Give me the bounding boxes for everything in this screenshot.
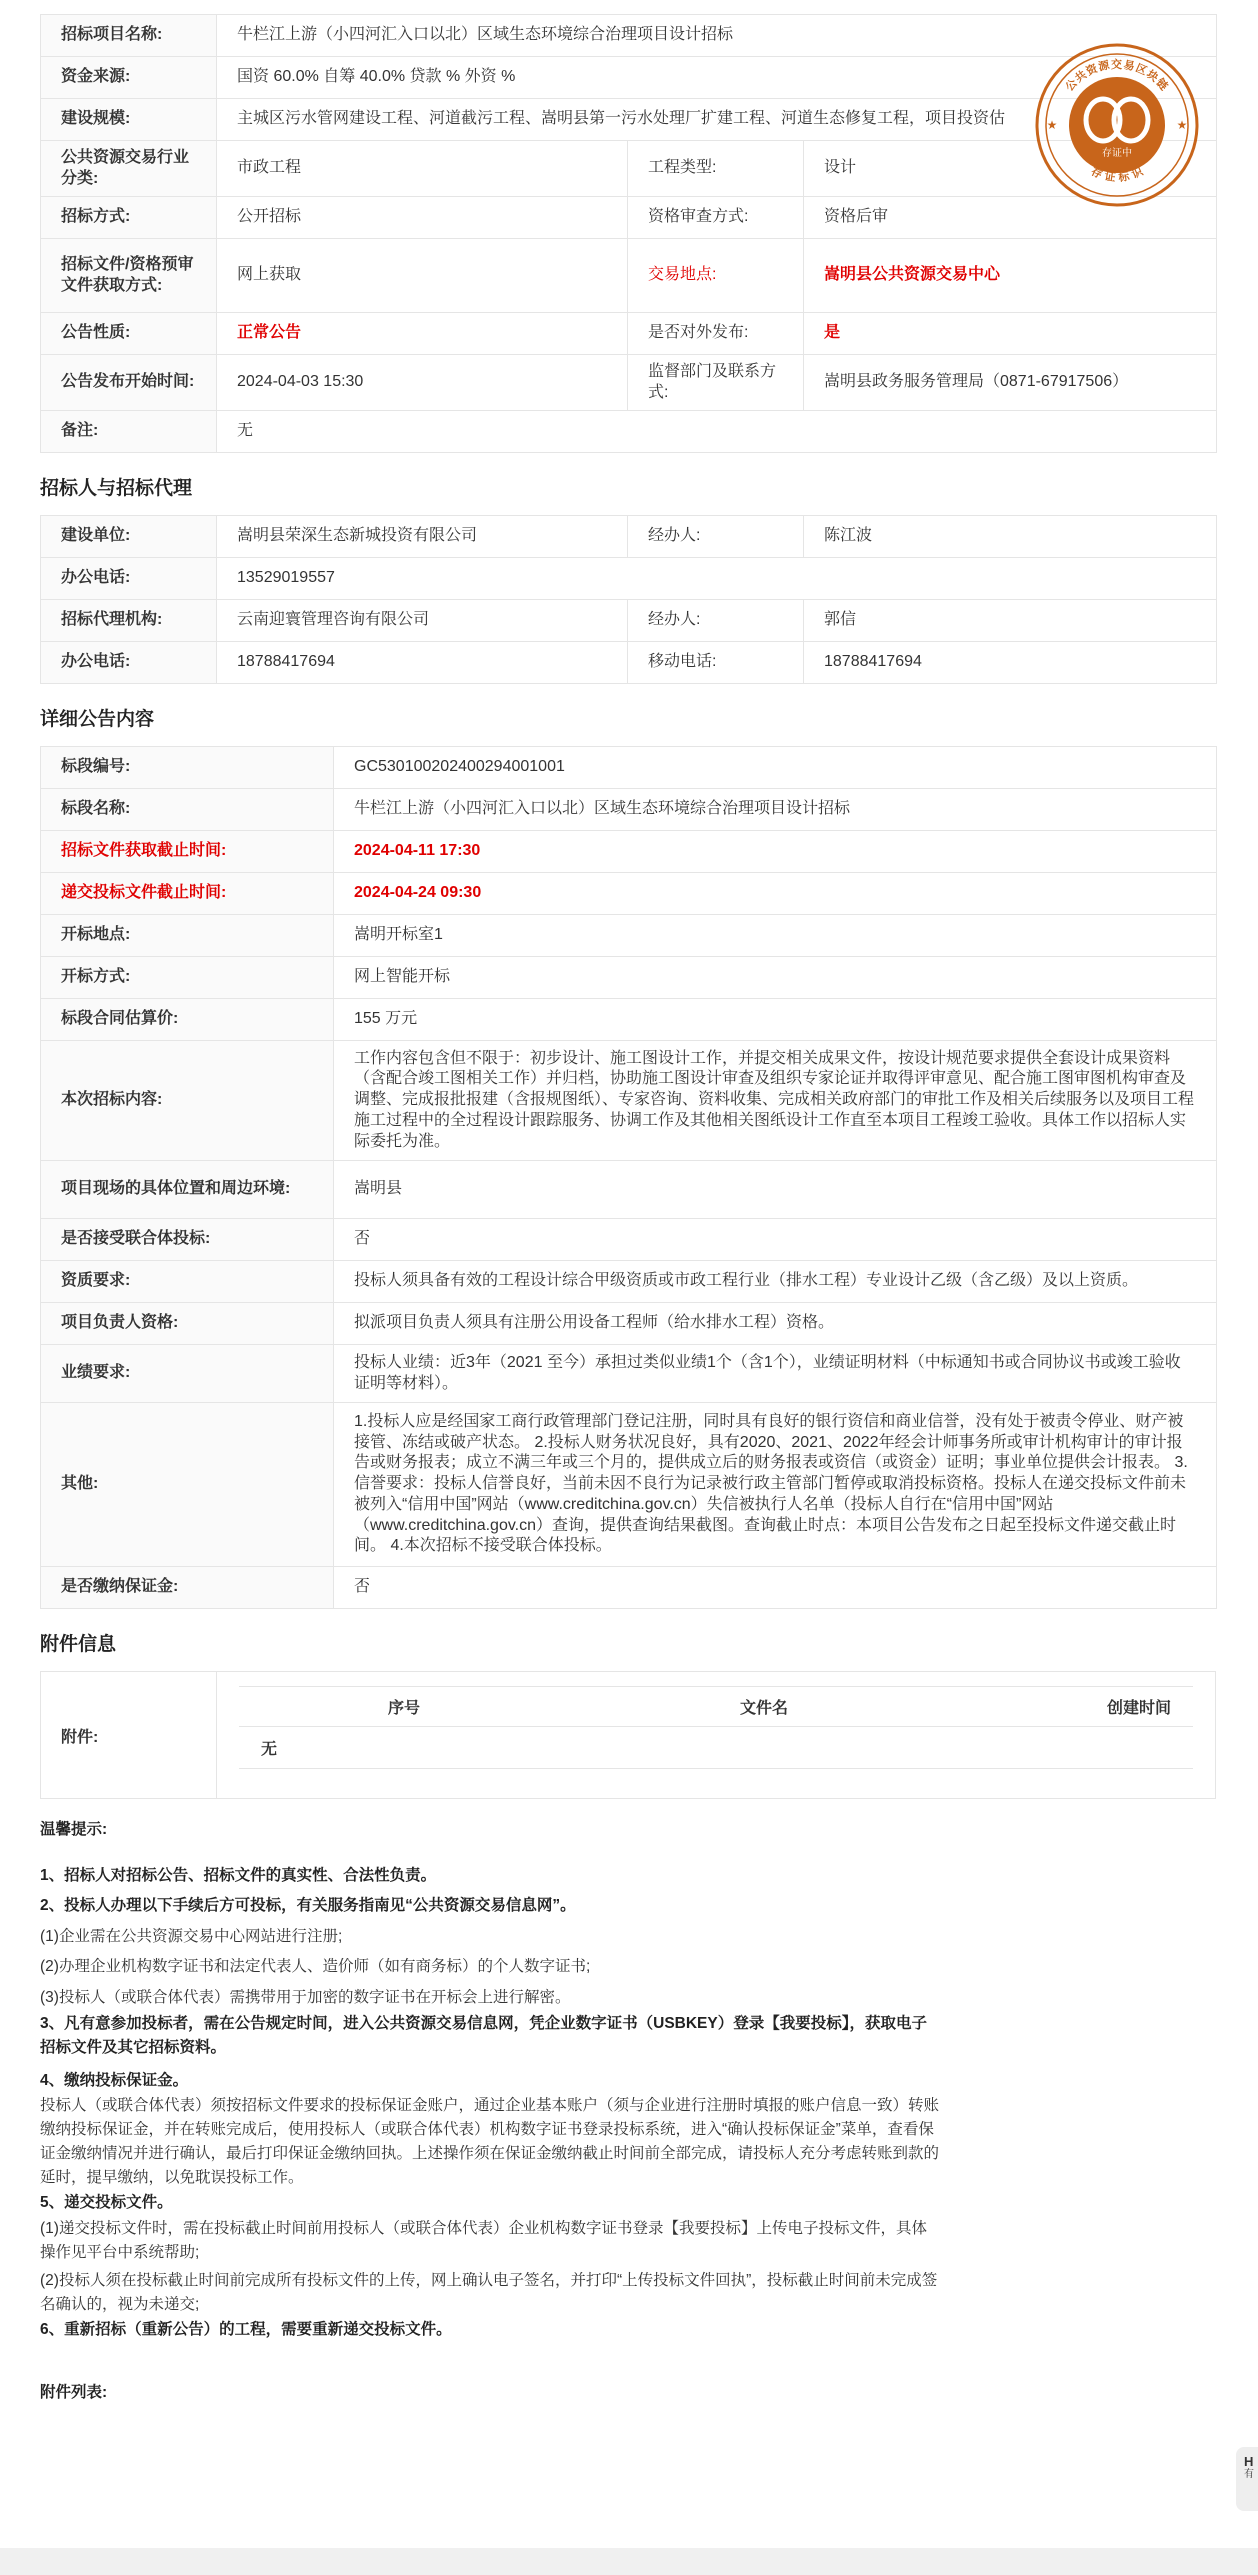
tips-line-4a: 投标人（或联合体代表）须按招标文件要求的投标保证金账户，通过企业基本账户（须与企业进行注册时填报的账户信息一致）转账缴纳投标保证金，并在转账完成后，使用投标人（或联合体代表）机构数字证书登录投标系统，进入“确认投标保证金”菜单，查看保证金缴纳情况并进行确认，最后打印保证金缴纳回执。上述操作须在保证金缴纳截止时间前全部完成，请投标人充分考虑转账到款的延时，提早缴纳，以免耽误投标工作。 bbox=[40, 2097, 940, 2187]
category-value: 市政工程 bbox=[217, 141, 628, 197]
perf-value: 投标人业绩：近3年（2021 至今）承担过类似业绩1个（含1个），业绩证明材料（中标通知书或合同协议书或竣工验收证明等材料）。 bbox=[334, 1345, 1217, 1403]
tips-line-2a: (1)企业需在公共资源交易中心网站进行注册; bbox=[40, 1927, 343, 1945]
location-label: 交易地点: bbox=[628, 239, 804, 313]
table-row bbox=[41, 831, 1217, 873]
tips-line-5: 5、递交投标文件。 bbox=[40, 2194, 173, 2212]
lot-code-label: 标段编号: bbox=[41, 747, 334, 789]
attachment-empty: 无 bbox=[239, 1727, 1193, 1769]
tips-line-2b: (2)办理企业机构数字证书和法定代表人、造价师（如有商务标）的个人数字证书; bbox=[40, 1958, 591, 1976]
tips-line-1: 1、招标人对招标公告、招标文件的真实性、合法性负责。 bbox=[40, 1866, 437, 1884]
owner-person-value: 陈江波 bbox=[804, 516, 1217, 558]
footer-bar bbox=[0, 2548, 1258, 2575]
price-value: 155 万元 bbox=[334, 999, 1217, 1041]
fund-source-label: 资金来源: bbox=[41, 57, 217, 99]
stamp-star-right-icon: ★ bbox=[1176, 118, 1188, 132]
table-row bbox=[41, 747, 1217, 789]
table-row bbox=[41, 1345, 1217, 1403]
publish-out-value: 是 bbox=[804, 313, 1217, 355]
table-row bbox=[41, 789, 1217, 831]
location-value: 嵩明县公共资源交易中心 bbox=[804, 239, 1217, 313]
agent-person-value: 郭信 bbox=[804, 600, 1217, 642]
owner-label: 建设单位: bbox=[41, 516, 217, 558]
other-label: 其他: bbox=[41, 1403, 334, 1567]
table-row bbox=[41, 1567, 1217, 1609]
content-label: 本次招标内容: bbox=[41, 1041, 334, 1161]
table-row bbox=[41, 1041, 1217, 1161]
tips-block bbox=[40, 1821, 940, 2402]
certification-stamp-icon bbox=[1032, 40, 1202, 210]
stamp-center-text: 存证中 bbox=[1102, 148, 1132, 159]
table-row bbox=[41, 516, 1217, 558]
side-tab-line1: H bbox=[1244, 2454, 1254, 2469]
doc-deadline-value: 2024-04-11 17:30 bbox=[334, 831, 1217, 873]
col-header-filename: 文件名 bbox=[569, 1687, 959, 1727]
fund-source-value: 国资 60.0% 自筹 40.0% 贷款 % 外资 % bbox=[217, 57, 1217, 99]
table-row bbox=[41, 873, 1217, 915]
table-row bbox=[41, 957, 1217, 999]
owner-person-label: 经办人: bbox=[628, 516, 804, 558]
stamp-top-text: 公共资源交易区块链 bbox=[1062, 58, 1172, 94]
table-row bbox=[41, 1219, 1217, 1261]
col-header-created: 创建时间 bbox=[959, 1687, 1193, 1727]
owner-phone-value: 13529019557 bbox=[217, 558, 1217, 600]
joint-label: 是否接受联合体投标: bbox=[41, 1219, 334, 1261]
tips-title: 温馨提示: bbox=[40, 1821, 108, 1838]
attachment-header-row bbox=[239, 1687, 1193, 1727]
section-title-detail: 详细公告内容 bbox=[40, 709, 155, 730]
attachment-table bbox=[239, 1686, 1193, 1769]
tips-line-5a: (1)递交投标文件时，需在投标截止时间前用投标人（或联合体代表）企业机构数字证书登录【我要投标】上传电子投标文件，具体操作见平台中系统帮助; bbox=[40, 2219, 927, 2261]
owner-value: 嵩明县荣深生态新城投资有限公司 bbox=[217, 516, 628, 558]
party-table bbox=[40, 515, 1217, 684]
detail-table bbox=[40, 746, 1217, 1609]
table-row bbox=[41, 239, 1217, 313]
lot-name-value: 牛栏江上游（小四河汇入口以北）区域生态环境综合治理项目设计招标 bbox=[334, 789, 1217, 831]
category-label: 公共资源交易行业分类: bbox=[41, 141, 217, 197]
tips-line-2: 2、投标人办理以下手续后方可投标，有关服务指南见“公共资源交易信息网”。 bbox=[40, 1897, 576, 1915]
perf-label: 业绩要求: bbox=[41, 1345, 334, 1403]
project-name-label: 招标项目名称: bbox=[41, 15, 217, 57]
table-row bbox=[239, 1727, 1193, 1769]
publish-time-label: 公告发布开始时间: bbox=[41, 355, 217, 411]
deposit-value: 否 bbox=[334, 1567, 1217, 1609]
project-type-value: 设计 bbox=[804, 141, 1217, 197]
stamp-bottom-text: 存 证 标 识 bbox=[1089, 164, 1145, 185]
table-row bbox=[41, 1161, 1217, 1219]
nature-label: 公告性质: bbox=[41, 313, 217, 355]
site-value: 嵩明县 bbox=[334, 1161, 1217, 1219]
table-row bbox=[41, 1403, 1217, 1567]
attachment-label: 附件: bbox=[41, 1672, 217, 1798]
leader-value: 拟派项目负责人须具有注册公用设备工程师（给水排水工程）资格。 bbox=[334, 1303, 1217, 1345]
other-value: 1.投标人应是经国家工商行政管理部门登记注册，同时具有良好的银行资信和商业信誉，没有处于被责令停业、财产被接管、冻结或破产状态。 2.投标人财务状况良好，具有2020、2021、2022年经会计师事务所或审计机构审计的审计报告或财务报表；成立不满三年或三个月的，提供成立后的财务报表或资信（或资金）证明；事业单位提供会计报表。 3.信誉要求：投标人信誉良好，当前未因不良行为记录被行政主管部门暂停或取消投标资格。投标人在递交投标文件前未被列入“信用中国”网站（www.creditchina.gov.cn）失信被执行人名单（投标人自行在“信用中国”网站（www.creditchina.gov.cn）查询，提供查询结果截图。查询截止时点：本项目公告发布之日起至投标文件递交截止时间。 4.本次招标不接受联合体投标。 bbox=[334, 1403, 1217, 1567]
tips-line-2c: (3)投标人（或联合体代表）需携带用于加密的数字证书在开标会上进行解密。 bbox=[40, 1988, 571, 2006]
publish-time-value: 2024-04-03 15:30 bbox=[217, 355, 628, 411]
agent-phone-value: 18788417694 bbox=[217, 642, 628, 684]
publish-out-label: 是否对外发布: bbox=[628, 313, 804, 355]
content-value: 工作内容包含但不限于：初步设计、施工图设计工作，并提交相关成果文件，按设计规范要求提供全套设计成果资料（含配合竣工图相关工作）并归档，协助施工图设计审查及组织专家论证并取得评审意见、配合施工图审图机构审查及调整、完成报批报建（含报规图纸）、专家咨询、资料收集、完成相关政府部门的审批工作及相关后续服务以及项目工程施工过程中的全过程设计跟踪服务、协调工作及其他相关图纸设计工作直至本项目工程竣工验收。具体工作以招标人实际委托为准。 bbox=[334, 1041, 1217, 1161]
owner-phone-label: 办公电话: bbox=[41, 558, 217, 600]
review-value: 资格后审 bbox=[804, 197, 1217, 239]
method-value: 公开招标 bbox=[217, 197, 628, 239]
method-label: 招标方式: bbox=[41, 197, 217, 239]
leader-label: 项目负责人资格: bbox=[41, 1303, 334, 1345]
doc-deadline-label: 招标文件获取截止时间: bbox=[41, 831, 334, 873]
attachment-list-title: 附件列表: bbox=[40, 2383, 108, 2401]
project-type-label: 工程类型: bbox=[628, 141, 804, 197]
tips-line-3: 3、凡有意参加投标者，需在公告规定时间，进入公共资源交易信息网，凭企业数字证书（USBKEY）登录【我要投标】，获取电子招标文件及其它招标资料。 bbox=[40, 2014, 927, 2056]
doc-method-label: 招标文件/资格预审文件获取方式: bbox=[41, 239, 217, 313]
joint-value: 否 bbox=[334, 1219, 1217, 1261]
scale-value: 主城区污水管网建设工程、河道截污工程、嵩明县第一污水处理厂扩建工程、河道生态修复工程，项目投资估 bbox=[217, 99, 1217, 141]
tips-line-6: 6、重新招标（重新公告）的工程，需要重新递交投标文件。 bbox=[40, 2320, 452, 2338]
stamp-star-left-icon: ★ bbox=[1046, 118, 1058, 132]
side-float-tab[interactable] bbox=[1236, 2447, 1258, 2511]
table-row bbox=[41, 355, 1217, 411]
open-method-label: 开标方式: bbox=[41, 957, 334, 999]
side-tab-line2: 有 bbox=[1244, 2469, 1254, 2481]
table-row bbox=[41, 411, 1217, 453]
qual-value: 投标人须具备有效的工程设计综合甲级资质或市政工程行业（排水工程）专业设计乙级（含乙级）及以上资质。 bbox=[334, 1261, 1217, 1303]
review-label: 资格审查方式: bbox=[628, 197, 804, 239]
lot-name-label: 标段名称: bbox=[41, 789, 334, 831]
scale-label: 建设规模: bbox=[41, 99, 217, 141]
open-place-value: 嵩明开标室1 bbox=[334, 915, 1217, 957]
agent-label: 招标代理机构: bbox=[41, 600, 217, 642]
section-title-attach: 附件信息 bbox=[40, 1634, 117, 1655]
supervisor-value: 嵩明县政务服务管理局（0871-67917506） bbox=[804, 355, 1217, 411]
agent-phone-label: 办公电话: bbox=[41, 642, 217, 684]
table-row bbox=[41, 558, 1217, 600]
agent-mobile-label: 移动电话: bbox=[628, 642, 804, 684]
open-method-value: 网上智能开标 bbox=[334, 957, 1217, 999]
table-row bbox=[41, 1261, 1217, 1303]
nature-value: 正常公告 bbox=[217, 313, 628, 355]
tips-line-5b: (2)投标人须在投标截止时间前完成所有投标文件的上传，网上确认电子签名，并打印“上传投标文件回执”，投标截止时间前未完成签名确认的，视为未递交; bbox=[40, 2271, 938, 2313]
section-title-party: 招标人与招标代理 bbox=[40, 478, 193, 499]
attachment-panel bbox=[40, 1671, 1216, 1799]
project-name-value: 牛栏江上游（小四河汇入口以北）区域生态环境综合治理项目设计招标 bbox=[217, 15, 1217, 57]
table-row bbox=[41, 915, 1217, 957]
table-row bbox=[41, 1303, 1217, 1345]
remark-label: 备注: bbox=[41, 411, 217, 453]
lot-code-value: GC5301002024002940010​01 bbox=[334, 747, 1217, 789]
table-row bbox=[41, 999, 1217, 1041]
remark-value: 无 bbox=[217, 411, 1217, 453]
price-label: 标段合同估算价: bbox=[41, 999, 334, 1041]
agent-mobile-value: 18788417694 bbox=[804, 642, 1217, 684]
qual-label: 资质要求: bbox=[41, 1261, 334, 1303]
bid-deadline-label: 递交投标文件截止时间: bbox=[41, 873, 334, 915]
agent-person-label: 经办人: bbox=[628, 600, 804, 642]
col-header-index: 序号 bbox=[239, 1687, 569, 1727]
doc-method-value: 网上获取 bbox=[217, 239, 628, 313]
site-label: 项目现场的具体位置和周边环境: bbox=[41, 1161, 334, 1219]
notice-page bbox=[40, 14, 1216, 2414]
table-row bbox=[41, 313, 1217, 355]
deposit-label: 是否缴纳保证金: bbox=[41, 1567, 334, 1609]
bid-deadline-value: 2024-04-24 09:30 bbox=[334, 873, 1217, 915]
table-row bbox=[41, 642, 1217, 684]
open-place-label: 开标地点: bbox=[41, 915, 334, 957]
attachment-table-wrap bbox=[217, 1672, 1215, 1798]
agent-value: 云南迎寰管理咨询有限公司 bbox=[217, 600, 628, 642]
tips-line-4: 4、缴纳投标保证金。 bbox=[40, 2071, 189, 2089]
table-row bbox=[41, 600, 1217, 642]
supervisor-label: 监督部门及联系方式: bbox=[628, 355, 804, 411]
